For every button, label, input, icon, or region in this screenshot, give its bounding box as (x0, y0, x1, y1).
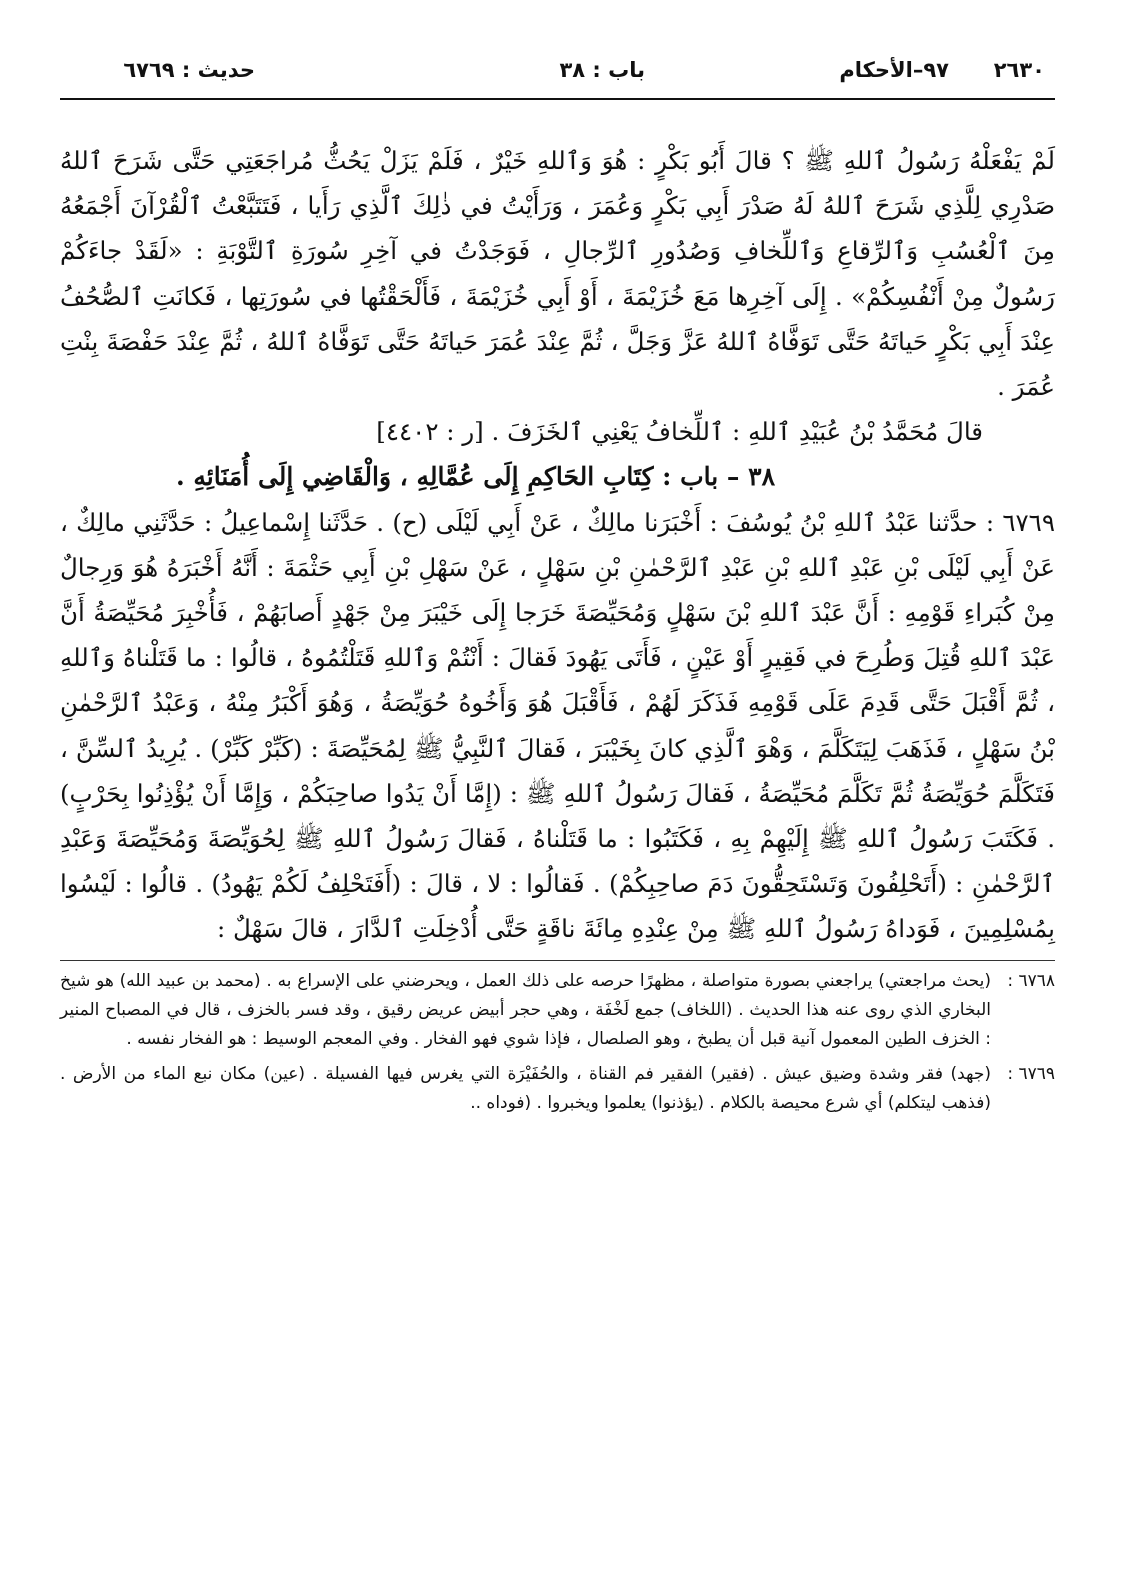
hadith-paragraph: ٦٧٦٩ : حدَّثنا عَبْدُ ٱللهِ بْنُ يُوسُفَ : أَخْبَرَنا مالِكٌ ، عَنْ أَبِي لَيْلَى (ح) . حَدَّثَنا إِسْماعِيلُ : حَدَّثَنِي مالِكٌ ، عَنْ أَبِي لَيْلَى بْنِ عَبْدِ ٱللهِ بْنِ عَبْدِ ٱلرَّحْمٰنِ بْنِ سَهْلٍ ، عَنْ سَهْلِ بْنِ أَبِي حَثْمَةَ : أَنَّهُ أَخْبَرَهُ هُوَ وَرِجالٌ مِنْ كُبَراءِ قَوْمِهِ : أَنَّ عَبْدَ ٱللهِ بْنَ سَهْلٍ وَمُحَيِّصَةَ خَرَجا إِلَى خَيْبَرَ مِنْ جَهْدٍ أَصابَهُمْ ، فَأُخْبِرَ مُحَيِّصَةُ أَنَّ عَبْدَ ٱللهِ قُتِلَ وَطُرِحَ في فَقِيرٍ أَوْ عَيْنٍ ، فَأَتَى يَهُودَ فَقالَ : أَنْتُمْ وَٱللهِ قَتَلْتُمُوهُ ، قالُوا : ما قَتَلْناهُ وَٱللهِ ، ثُمَّ أَقْبَلَ حَتَّى قَدِمَ عَلَى قَوْمِهِ فَذَكَرَ لَهُمْ ، فَأَقْبَلَ هُوَ وَأَخُوهُ حُوَيِّصَةُ ، وَهُوَ أَكْبَرُ مِنْهُ ، وَعَبْدُ ٱلرَّحْمٰنِ بْنُ سَهْلٍ ، فَذَهَبَ لِيَتَكَلَّمَ ، وَهْوَ ٱلَّذِي كانَ بِخَيْبَرَ ، فَقالَ ٱلنَّبِيُّ ﷺ لِمُحَيِّصَةَ : (كَبِّرْ كَبِّرْ) . يُرِيدُ ٱلسِّنَّ ، فَتَكَلَّمَ حُوَيِّصَةُ ثُمَّ تَكَلَّمَ مُحَيِّصَةُ ، فَقالَ رَسُولُ ٱللهِ ﷺ : (إِمَّا أَنْ يَدُوا صاحِبَكُمْ ، وَإِمَّا أَنْ يُؤْذِنُوا بِحَرْبٍ) . فَكَتَبَ رَسُولُ ٱللهِ ﷺ إِلَيْهِمْ بِهِ ، فَكَتَبُوا : ما قَتَلْناهُ ، فَقالَ رَسُولُ ٱللهِ ﷺ لِحُوَيِّصَةَ وَمُحَيِّصَةَ وَعَبْدِ ٱلرَّحْمٰنِ : (أَتَحْلِفُونَ وَتَسْتَحِقُّونَ دَمَ صاحِبِكُمْ) . فَقالُوا : لا ، قالَ : (أَفَتَحْلِفُ لَكُمْ يَهُودُ) . قالُوا : لَيْسُوا بِمُسْلِمِينَ ، فَوَداهُ رَسُولُ ٱللهِ ﷺ مِنْ عِنْدِهِ مِائَةَ ناقَةٍ حَتَّى أُدْخِلَتِ ٱلدَّارَ ، قالَ سَهْلٌ : (60, 507, 1056, 944)
continuation-paragraph: لَمْ يَفْعَلْهُ رَسُولُ ٱللهِ ﷺ ؟ قالَ أَبُو بَكْرٍ : هُوَ وَٱللهِ خَيْرٌ ، فَلَمْ يَزَلْ يَحُثُّ مُراجَعَتِي حَتَّى شَرَحَ ٱللهُ صَدْرِي لِلَّذِي شَرَحَ ٱللهُ لَهُ صَدْرَ أَبِي بَكْرٍ وَعُمَرَ ، وَرَأَيْتُ في ذٰلِكَ ٱلَّذِي رَأَيا ، فَتَتَبَّعْتُ ٱلْقُرْآنَ أَجْمَعُهُ مِنَ ٱلْعُسُبِ وَٱلرِّقاعِ وَٱللِّخافِ وَصُدُورِ ٱلرِّجالِ ، فَوَجَدْتُ في آخِرِ سُورَةِ ٱلتَّوْبَةِ : «لَقَدْ جاءَكُمْ رَسُولٌ مِنْ أَنْفُسِكُمْ» . إِلَى آخِرِها مَعَ خُزَيْمَةَ ، أَوْ أَبِي خُزَيْمَةَ ، فَأَلْحَقْتُها في سُورَتِها ، فَكانَتِ ٱلصُّحُفُ عِنْدَ أَبِي بَكْرٍ حَياتَهُ حَتَّى تَوَفَّاهُ ٱللهُ عَزَّ وَجَلَّ ، ثُمَّ عِنْدَ عُمَرَ حَياتَهُ حَتَّى تَوَفَّاهُ ٱللهُ ، ثُمَّ عِنْدَ حَفْصَةَ بِنْتِ عُمَرَ . (60, 146, 1055, 402)
narrator-note: قالَ مُحَمَّدُ بْنُ عُبَيْدِ ٱللهِ : ٱللِّخافُ يَعْنِي ٱلخَزَفَ . [ر : ٤٤٠٢] (376, 417, 983, 447)
footnote-number: ٦٧٦٨ : (1007, 970, 1055, 991)
header-rule (60, 98, 1055, 100)
footnotes (60, 967, 1055, 1118)
chapter-heading: ٣٨ – باب : كِتَابِ الحَاكِمِ إِلَى عُمَّالِهِ ، وَالْقَاضِي إِلَى أُمَنَائِهِ . (175, 462, 775, 492)
footnote-6769 (60, 1060, 1055, 1118)
footnote-text: (يحث مراجعتي) يراجعني بصورة متواصلة ، مظهرًا حرصه على ذلك العمل ، ويحرضني على الإسراع به . (محمد بن عبيد الله) هو شيخ البخاري الذي روى عنه هذا الحديث . (اللخاف) جمع لَخْفَة ، وهي حجر أبيض عريض رقيق ، وقد فسر بالخزف ، قال في المصباح المنير : الخزف الطين المعمول آنية قبل أن يطبخ ، وهو الصلصال ، فإذا شوي فهو الفخار . وفي المعجم الوسيط : هو الفخار نفسه . (60, 970, 991, 1049)
page-header (60, 52, 1055, 92)
document-page (60, 52, 1055, 1552)
footnote-6768 (60, 967, 1055, 1054)
footnote-rule (60, 960, 1055, 961)
footnote-number: ٦٧٦٩ : (1007, 1063, 1055, 1084)
footnote-text: (جهد) فقر وشدة وضيق عيش . (فقير) الفقير فم القناة ، والحُفَيْرَة التي يغرس فيها الفسيلة . (عين) مكان نبع الماء من الأرض . (فذهب ليتكلم) أي شرع محيصة بالكلام . (يؤذنوا) يعلموا ويخبروا . (فوداه .. (60, 1063, 991, 1113)
book-title: ٩٧–الأحكام (839, 58, 949, 82)
chapter-label: باب : ٣٨ (559, 58, 645, 82)
page-number: ٢٦٣٠ (993, 58, 1045, 82)
main-text (60, 138, 1055, 952)
hadith-number-label: حديث : ٦٧٦٩ (123, 58, 255, 82)
